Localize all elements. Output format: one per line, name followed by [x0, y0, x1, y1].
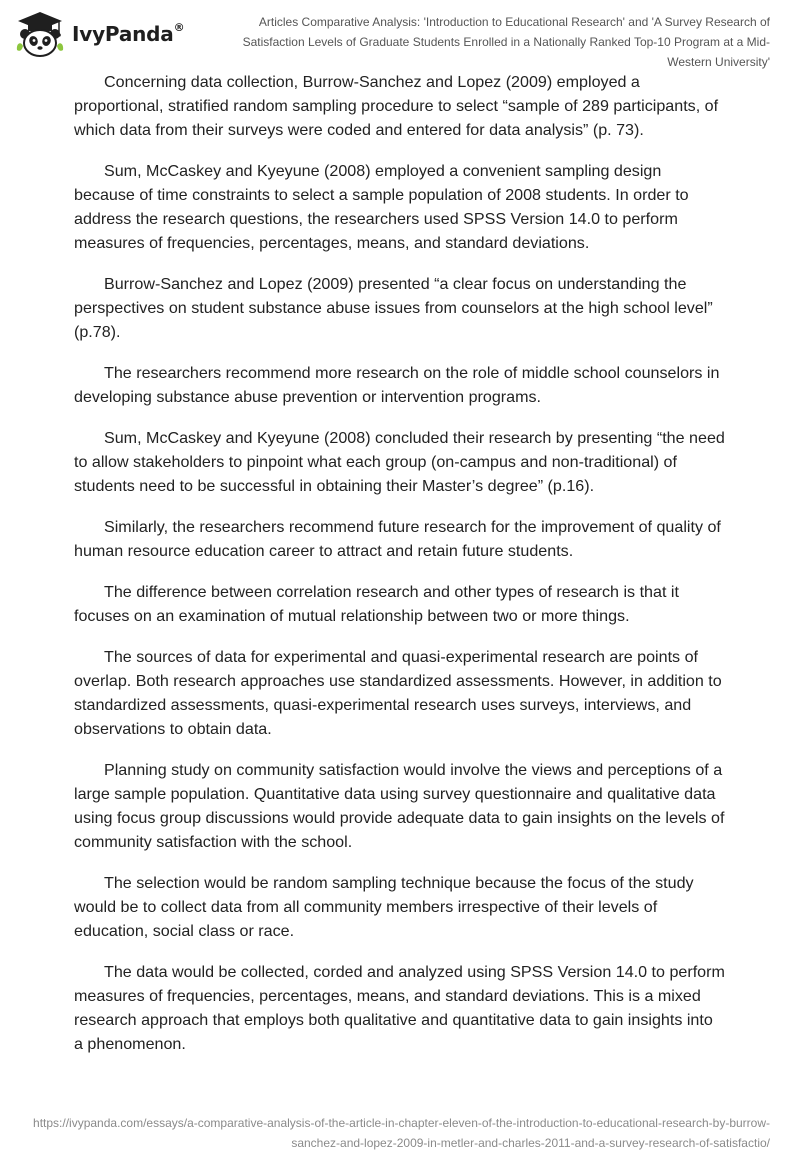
panda-graduate-icon	[14, 10, 66, 58]
paragraph: Planning study on community satisfaction would involve the views and perceptions of a large sample population. Quantitative data using survey questionnaire and qualitative data using focus group discussions would provide adequate data to gain insights on the levels of community satisfaction with the school.	[74, 761, 725, 851]
page-header	[0, 0, 800, 70]
paragraph: The difference between correlation research and other types of research is that it focuses on an examination of mutual relationship between two or more things.	[74, 583, 679, 625]
paragraph: Burrow-Sanchez and Lopez (2009) presented “a clear focus on understanding the perspectives on student substance abuse issues from counselors at the high school level” (p.78).	[74, 275, 713, 341]
article-body	[74, 70, 726, 1073]
document-title: Articles Comparative Analysis: 'Introduction to Educational Research' and 'A Survey Research of Satisfaction Levels of Graduate Students Enrolled in a Nationally Ranked Top-10 Program at a Mid-Western University'	[242, 15, 770, 69]
brand-name: IvyPanda®	[72, 21, 185, 46]
paragraph: Sum, McCaskey and Kyeyune (2008) employed a convenient sampling design because of time constraints to select a sample population of 2008 students. In order to address the research questions, the researchers used SPSS Version 14.0 to perform measures of frequencies, percentages, means, and standard deviations.	[74, 162, 689, 252]
paragraph: The selection would be random sampling technique because the focus of the study would be to collect data from all community members irrespective of their levels of education, social class or race.	[74, 874, 694, 940]
paragraph: Similarly, the researchers recommend future research for the improvement of quality of human resource education career to attract and retain future students.	[74, 518, 721, 560]
paragraph: Sum, McCaskey and Kyeyune (2008) concluded their research by presenting “the need to allow stakeholders to pinpoint what each group (on-campus and non-traditional) of students need to be successful in obtaining their Master’s degree” (p.16).	[74, 429, 725, 495]
registered-mark: ®	[173, 21, 185, 35]
paragraph: The researchers recommend more research on the role of middle school counselors in developing substance abuse prevention or intervention programs.	[74, 364, 720, 406]
source-url-link[interactable]: https://ivypanda.com/essays/a-comparative-analysis-of-the-article-in-chapter-eleven-of-the-introduction-to-educational-research-by-burrow-sanchez-and-lopez-2009-in-metler-and-charles-2011-and-a-survey-research-of-satisfactio/	[33, 1116, 770, 1150]
ivypanda-logo[interactable]	[14, 9, 214, 59]
paragraph: Concerning data collection, Burrow-Sanchez and Lopez (2009) employed a proportional, stratified random sampling procedure to select “sample of 289 participants, of which data from their surveys were coded and entered for data analysis” (p. 73).	[74, 73, 719, 139]
paragraph: The data would be collected, corded and analyzed using SPSS Version 14.0 to perform measures of frequencies, percentages, means, and standard deviations. This is a mixed research approach that employs both qualitative and quantitative data to gain insights into a phenomenon.	[74, 963, 725, 1053]
paragraph: The sources of data for experimental and quasi-experimental research are points of overlap. Both research approaches use standardized assessments. However, in addition to standardized assessments, quasi-experimental research uses surveys, interviews, and observations to obtain data.	[74, 648, 722, 738]
